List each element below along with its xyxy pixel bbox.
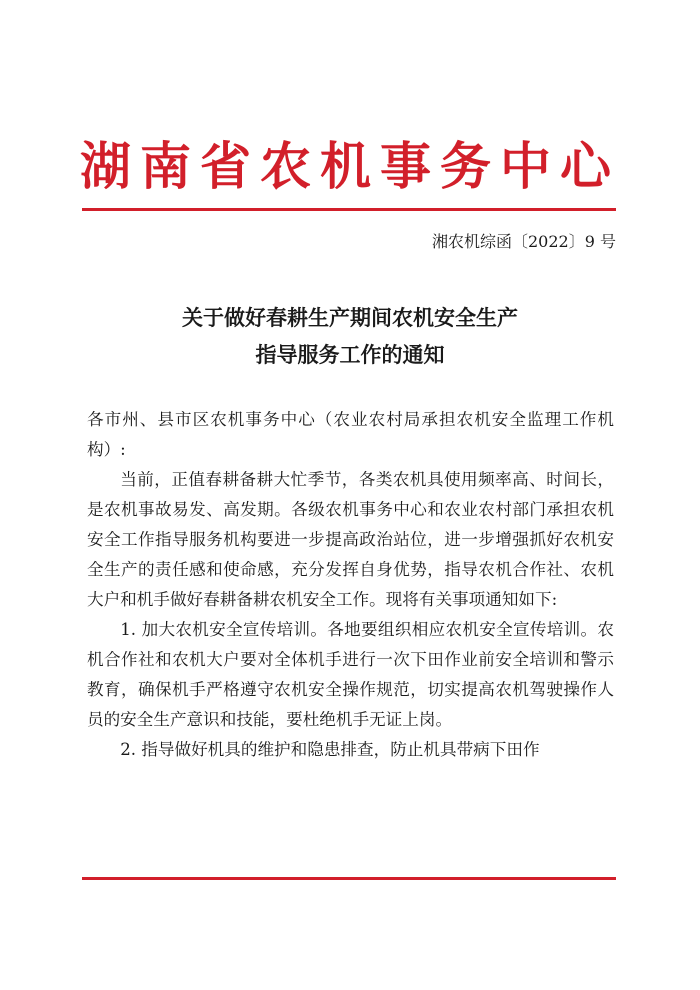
notice-title-line-1: 关于做好春耕生产期间农机安全生产 — [182, 306, 518, 330]
notice-title-line-2: 指导服务工作的通知 — [255, 343, 445, 367]
paragraph-intro: 当前，正值春耕备耕大忙季节，各类农机具使用频率高、时间长，是农机事故易发、高发期。各级农机事务中心和农业农村部门承担农机安全工作指导服务机构要进一步提高政治站位，进一步增强抓好农机安全生产的责任感和使命感，充分发挥自身优势，指导农机合作社、农机大户和机手做好春耕备耕农机安全工作。现将有关事项通知如下: — [87, 470, 614, 609]
paragraph-item-2: 2. 指导做好机具的维护和隐患排查，防止机具带病下田作 — [120, 740, 540, 759]
document-number: 湘农机综函〔2022〕9 号 — [432, 232, 616, 251]
masthead-title: 湖南省农机事务中心 — [79, 137, 620, 197]
red-rule-top — [82, 208, 616, 211]
paragraph-item-1: 1. 加大农机安全宣传培训。各地要组织相应农机安全宣传培训。农机合作社和农机大户要对全体机手进行一次下田作业前安全培训和警示教育，确保机手严格遵守农机安全操作规范，切实提高农机驾驶操作人员的安全生产意识和技能，要杜绝机手无证上岗。 — [87, 620, 614, 729]
red-rule-bottom — [82, 877, 616, 880]
notice-body — [87, 405, 614, 765]
salutation: 各市州、县市区农机事务中心（农业农村局承担农机安全监理工作机构）: — [87, 410, 614, 459]
